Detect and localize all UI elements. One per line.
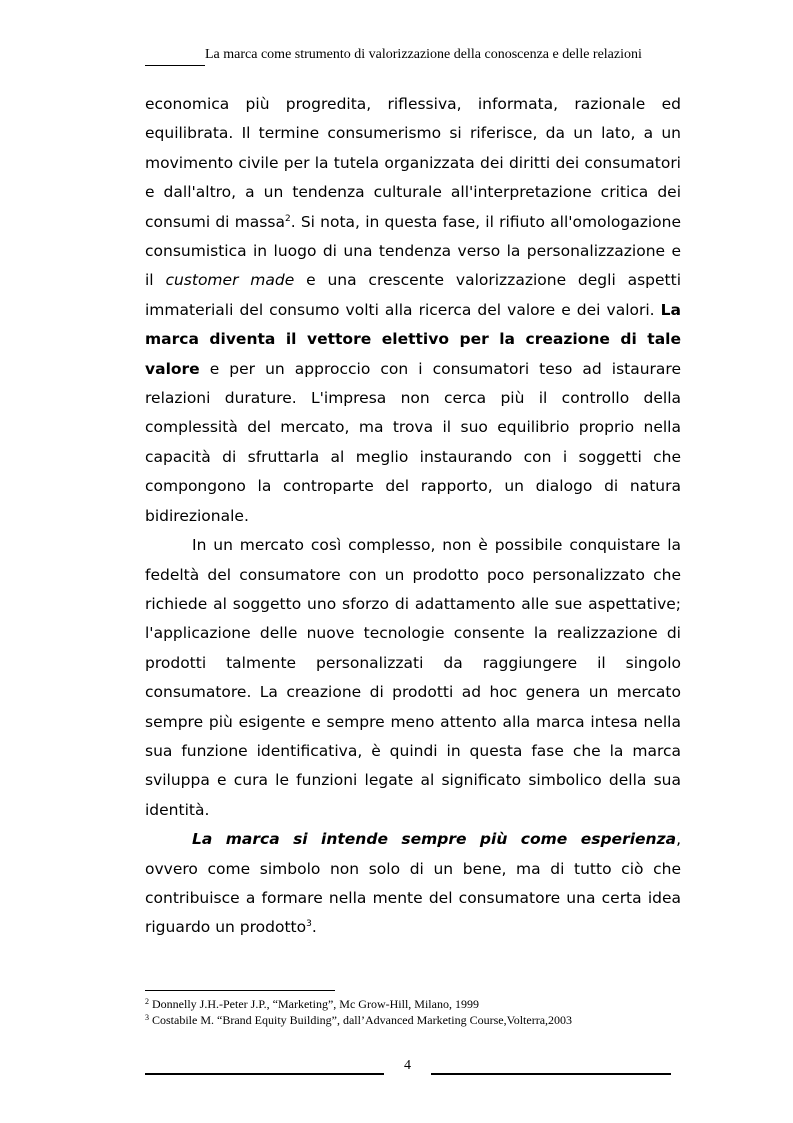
paragraph-1-text-1: economica più progredita, riflessiva, informata, razionale ed equilibrata. Il termine consumerismo si riferisce, da un lato, a un movimento civile per la tutela organizzata dei diritti dei consumatori e dall'altro, a un tendenza culturale all'interpretazione critica dei consumi di massa	[145, 95, 681, 231]
header-rule	[145, 65, 205, 66]
footnote-separator	[145, 990, 335, 991]
footnote-2-number: 2	[145, 997, 149, 1006]
footnote-3-number: 3	[145, 1013, 149, 1022]
bold-italic-statement: La marca si intende sempre più come esperienza	[192, 830, 677, 849]
paragraph-2: In un mercato così complesso, non è possibile conquistare la fedeltà del consumatore con un prodotto poco personalizzato che richiede al soggetto uno sforzo di adattamento alle sue aspettative; l'applicazione delle nuove tecnologie consente la realizzazione di prodotti talmente personalizzati da raggiungere il singolo consumatore. La creazione di prodotti ad hoc genera un mercato sempre più esigente e sempre meno attento alla marca intesa nella sua funzione identificativa, è quindi in questa fase che la marca sviluppa e cura le funzioni legate al significato simbolico della sua identità.	[145, 536, 681, 819]
footnote-ref-2[interactable]: 2	[284, 213, 291, 224]
footnotes	[145, 996, 685, 1028]
header-title: La marca come strumento di valorizzazione della conoscenza e delle relazioni	[205, 47, 642, 62]
paragraph-3-text-2: .	[311, 918, 317, 937]
bold-statement: La marca diventa il vettore elettivo per la creazione di tale valore	[145, 300, 681, 378]
paragraph-1	[145, 90, 681, 531]
page-number: 4	[404, 1058, 411, 1073]
footnote-3	[145, 1012, 685, 1028]
footnote-ref-3[interactable]: 3	[306, 919, 312, 930]
footnote-3-text: Costabile M. “Brand Equity Building”, dall’Advanced Marketing Course,Volterra,2003	[149, 1013, 573, 1027]
footnote-2	[145, 996, 685, 1012]
footnote-2-text: Donnelly J.H.-Peter J.P., “Marketing”, Mc Grow-Hill, Milano, 1999	[149, 997, 479, 1011]
body-text	[145, 90, 681, 943]
paragraph-1-text-4: e per un approccio con i consumatori teso ad istaurare relazioni durature. L'impresa non cerca più il controllo della complessità del mercato, ma trova il suo equilibrio proprio nella capacità di sfruttarla al meglio instaurando con i soggetti che compongono la controparte del rapporto, un dialogo di natura bidirezionale.	[145, 359, 681, 525]
footer-rule-right	[431, 1073, 671, 1075]
paragraph-3	[145, 825, 681, 943]
italic-customer-made: customer made	[165, 271, 295, 290]
paragraph-1-text-2: . Si nota, in questa fase, il rifiuto all'omologazione consumistica in luogo di una tendenza verso la personalizzazione e il	[145, 212, 681, 290]
paragraph-1-text-3: e una crescente valorizzazione degli aspetti immateriali del consumo volti alla ricerca del valore e dei valori.	[145, 271, 682, 319]
running-header	[145, 45, 680, 69]
footer-rule-left	[145, 1073, 384, 1075]
paragraph-3-text-1: , ovvero come simbolo non solo di un bene, ma di tutto ciò che contribuisce a formare nella mente del consumatore una certa idea riguardo un prodotto	[145, 830, 681, 937]
